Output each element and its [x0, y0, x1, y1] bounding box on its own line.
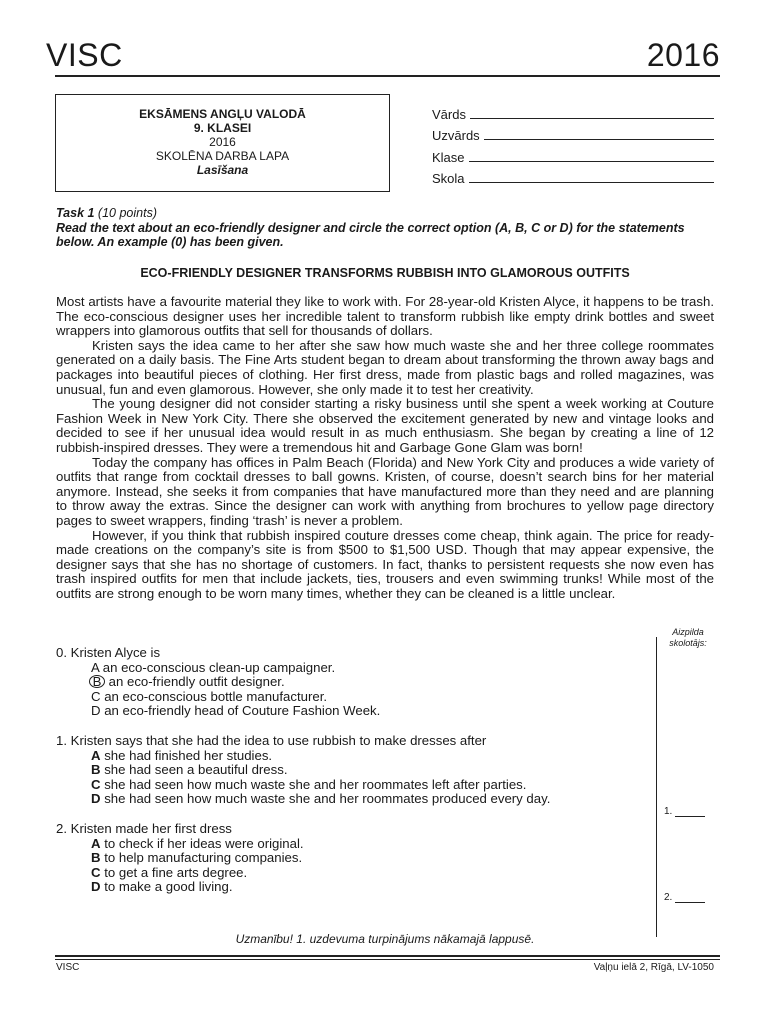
- header-org: VISC: [46, 37, 123, 73]
- teacher-column-divider: [656, 637, 657, 937]
- answer-slot-2-label: 2.: [664, 892, 673, 903]
- footer-divider-bottom: [55, 959, 720, 960]
- question-1-stem: 1. Kristen says that she had the idea to use rubbish to make dresses after: [56, 733, 487, 748]
- exam-section: Lasīšana: [196, 163, 249, 177]
- class-line[interactable]: [469, 161, 714, 162]
- question-0-stem: 0. Kristen Alyce is: [56, 645, 161, 660]
- surname-label: Uzvārds: [432, 128, 480, 143]
- question-1-option-d[interactable]: D she had seen how much waste she and her roommates produced every day.: [91, 791, 551, 807]
- question-2-option-c[interactable]: C to get a fine arts degree.: [91, 864, 248, 880]
- task-header: [56, 206, 718, 250]
- answer-slot-2[interactable]: [664, 892, 705, 903]
- question-1: [56, 734, 646, 807]
- school-field[interactable]: [432, 165, 714, 187]
- student-info-form: [432, 100, 714, 186]
- article-paragraph: Kristen says the idea came to her after she saw how much waste she and her three college roommates generated on a daily basis. The Fine Arts student began to dream about transforming the thrown away bags and packages into beautiful pieces of clothing. Her first dress, made from plastic bags and rolled magazines, was unusual, fun and even glamorous. However, she only made it to test her creativity.: [56, 337, 714, 397]
- article-paragraph: Most artists have a favourite material they like to work with. For 28-year-old Kristen Alyce, it happens to be trash. The eco-conscious designer uses her incredible talent to transform rubbish like empty drink bottles and sweet wrappers into glamorous outfits that sell for thousands of dollars.: [56, 294, 714, 339]
- continuation-notice: Uzmanību! 1. uzdevuma turpinājums nākamajā lappusē.: [235, 932, 535, 946]
- header-divider: [55, 75, 720, 77]
- name-line[interactable]: [470, 118, 714, 119]
- question-2-option-b[interactable]: B to help manufacturing companies.: [91, 850, 303, 866]
- task-points: (10 points): [94, 206, 157, 220]
- exam-sheet-label: SKOLĒNA DARBA LAPA: [155, 149, 290, 163]
- exam-info-box: [55, 94, 390, 192]
- answer-slot-1-label: 1.: [664, 806, 673, 817]
- question-0: [56, 646, 646, 719]
- exam-title: EKSĀMENS ANGĻU VALODĀ: [139, 107, 306, 121]
- class-field[interactable]: [432, 143, 714, 165]
- article-title: ECO-FRIENDLY DESIGNER TRANSFORMS RUBBISH INTO GLAMOROUS OUTFITS: [140, 266, 630, 280]
- article-paragraph: However, if you think that rubbish inspired couture dresses come cheap, think again. The price for ready-made creations on the company’s site is from $500 to $1,500 USD. Though that may appear expensive, the designer says that she has no shortage of customers. In fact, thanks to persistent requests she now even has trash inspired outfits for men that include jackets, ties, trousers and even swimming trunks! While most of the outfits are strong enough to be worn many times, whether they can be cleaned is a little unclear.: [56, 527, 714, 601]
- question-1-option-c[interactable]: C she had seen how much waste she and her roommates left after parties.: [91, 776, 527, 792]
- question-2-option-d[interactable]: D to make a good living.: [91, 879, 233, 895]
- teacher-column-label: Aizpilda skolotājs:: [669, 627, 707, 648]
- question-0-option-a[interactable]: A an eco-conscious clean-up campaigner.: [91, 659, 336, 675]
- circled-answer-b: B: [89, 675, 105, 688]
- question-2-stem: 2. Kristen made her first dress: [56, 821, 232, 836]
- task-label: Task 1: [56, 206, 95, 220]
- surname-field[interactable]: [432, 122, 714, 144]
- task-instructions: Read the text about an eco-friendly designer and circle the correct option (A, B, C or D) for the statements below. An example (0) has been given.: [56, 220, 685, 249]
- answer-slot-1[interactable]: [664, 806, 705, 817]
- article-body: [56, 295, 714, 601]
- question-2: [56, 822, 646, 895]
- class-label: Klase: [432, 149, 465, 165]
- header-year: 2016: [646, 37, 720, 73]
- footer-address: Vaļņu ielā 2, Rīgā, LV-1050: [593, 962, 714, 973]
- exam-year: 2016: [209, 135, 236, 149]
- question-2-option-a[interactable]: A to check if her ideas were original.: [91, 835, 304, 851]
- exam-grade: 9. KLASEI: [193, 121, 252, 135]
- article-paragraph: The young designer did not consider starting a risky business until she spent a week working at Couture Fashion Week in New York City. There she observed the excitement generated by new and vintage looks and decided to see if her unusual idea would result in as much enthusiasm. She began by creating a line of 12 rubbish-inspired dresses. They were a tremendous hit and Garbage Gone Glam was born!: [56, 396, 714, 455]
- footer-divider-top: [55, 955, 720, 957]
- article-paragraph: Today the company has offices in Palm Beach (Florida) and New York City and produces a wide variety of outfits that range from cocktail dresses to ball gowns. Kristen, of course, doesn’t search bins for her material anymore. Instead, she seeks it from companies that have manufactured more than they need and are planning to throw away the extras. Since the designer can work with anything from brochures to yellow page directory pages to sweet wrappers, finding ‘trash’ is never a problem.: [56, 454, 714, 528]
- question-0-option-d[interactable]: D an eco-friendly head of Couture Fashion Week.: [91, 703, 381, 719]
- question-1-option-b[interactable]: B she had seen a beautiful dress.: [91, 762, 288, 778]
- question-0-option-b[interactable]: B an eco-friendly outfit designer.: [91, 675, 646, 690]
- school-line[interactable]: [469, 182, 714, 183]
- school-label: Skola: [432, 171, 465, 186]
- question-0-option-c[interactable]: C an eco-conscious bottle manufacturer.: [91, 688, 328, 704]
- surname-line[interactable]: [484, 139, 714, 140]
- name-field[interactable]: [432, 100, 714, 122]
- name-label: Vārds: [432, 106, 466, 122]
- question-1-option-a[interactable]: A she had finished her studies.: [91, 747, 273, 763]
- footer-org: VISC: [56, 962, 80, 973]
